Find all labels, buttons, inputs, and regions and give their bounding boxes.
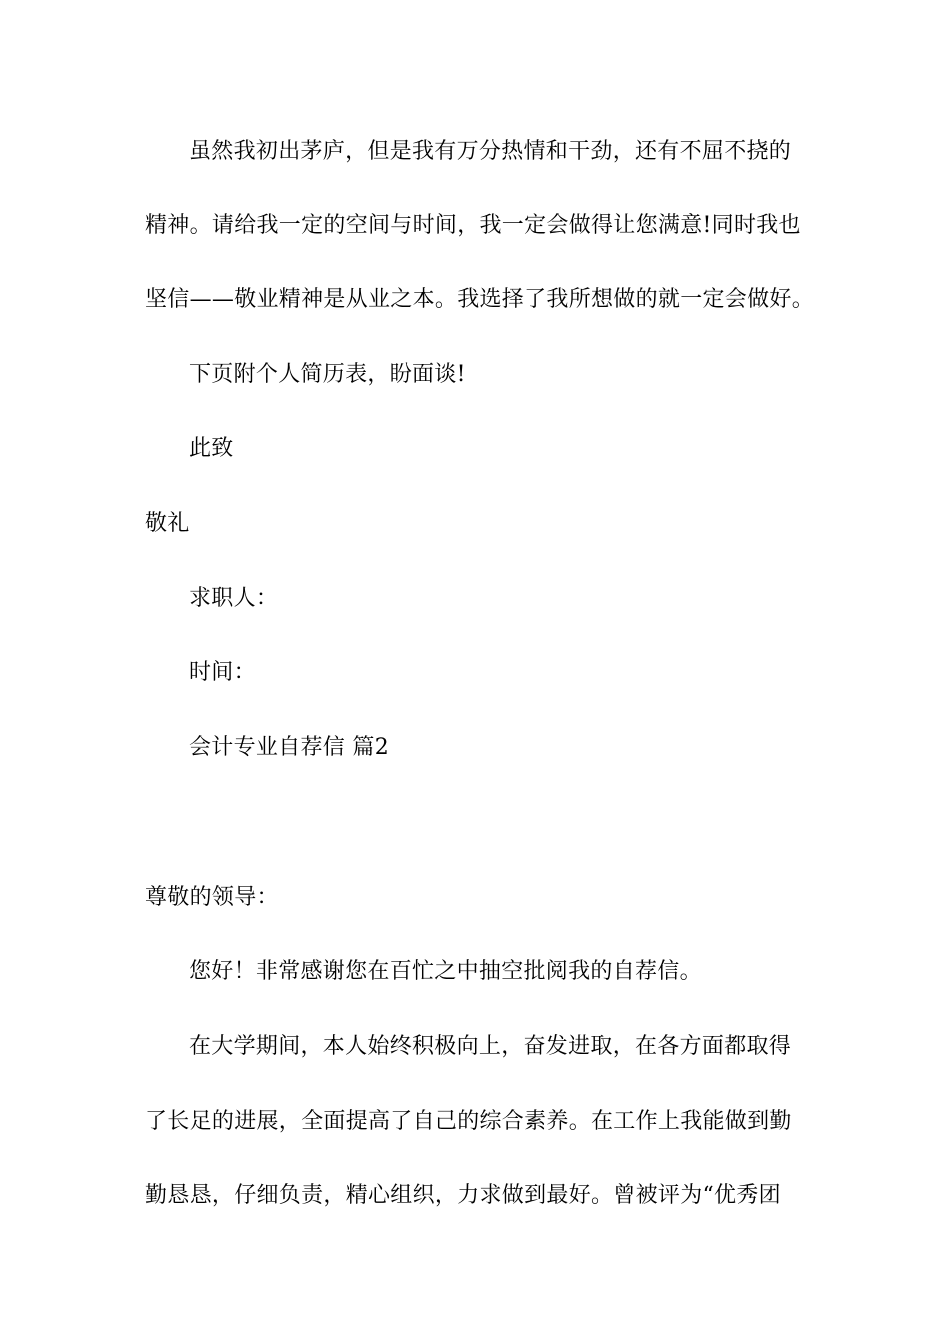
paragraph-line-6: 勤恳恳，仔细负责，精心组织，力求做到最好。曾被评为“优秀团 [145,1183,781,1208]
date-label: 时间： [189,660,256,685]
closing-respect: 敬礼 [145,511,190,536]
paragraph-line-1: 虽然我初出茅庐，但是我有万分热情和干劲，还有不屈不挠的 [189,139,792,164]
paragraph-line-2: 精神。请给我一定的空间与时间，我一定会做得让您满意!同时我也 [145,213,801,238]
paragraph-line-4: 在大学期间，本人始终积极向上，奋发进取，在各方面都取得 [189,1034,792,1059]
paragraph-line-3: 坚信——敬业精神是从业之本。我选择了我所想做的就一定会做好。 [145,287,815,312]
opening-line: 您好！非常感谢您在百忙之中抽空批阅我的自荐信。 [189,959,702,984]
closing-salutation: 此致 [189,436,234,461]
section-heading: 会计专业自荐信 篇2 [189,735,389,760]
applicant-label: 求职人： [189,586,279,611]
attachment-note: 下页附个人简历表，盼面谈! [189,362,466,387]
paragraph-line-5: 了长足的进展，全面提高了自己的综合素养。在工作上我能做到勤 [145,1109,792,1134]
greeting: 尊敬的领导： [145,885,279,910]
